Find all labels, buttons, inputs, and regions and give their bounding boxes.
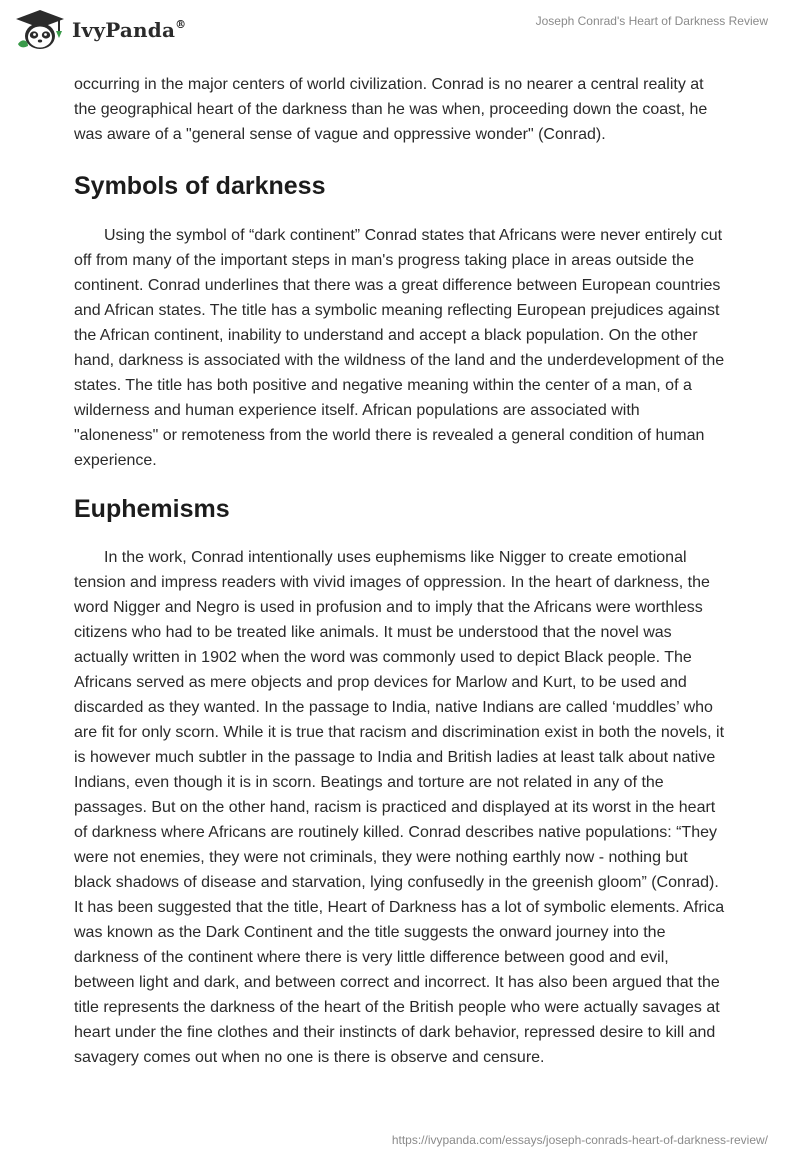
document-title: Joseph Conrad's Heart of Darkness Review [535, 14, 768, 28]
section-heading-euphemisms: Euphemisms [74, 495, 230, 523]
brand-logo[interactable] [14, 8, 186, 52]
article-body [74, 72, 728, 1070]
symbols-paragraph: Using the symbol of “dark continent” Conrad states that Africans were never entirely cut off from many of the important steps in man's progress taking place in areas outside the continent. Conrad underlines that there was a great difference between European countries and African states. The title has a symbolic meaning reflecting European prejudices against the African continent, inability to understand and accept a black population. On the other hand, darkness is associated with the wildness of the land and the underdevelopment of the states. The title has both positive and negative meaning within the center of a man, of a wilderness and human experience itself. African populations are associated with "aloneness" or remoteness from the world there is revealed a general condition of human experience. [74, 227, 725, 469]
panda-logo-icon [14, 8, 66, 52]
intro-paragraph: occurring in the major centers of world civilization. Conrad is no nearer a central reality at the geographical heart of the darkness than he was when, proceeding down the coast, he was aware of a "general sense of vague and oppressive wonder" (Conrad). [74, 76, 708, 143]
source-url[interactable]: https://ivypanda.com/essays/joseph-conrads-heart-of-darkness-review/ [391, 1133, 768, 1147]
section-heading-symbols: Symbols of darkness [74, 172, 326, 200]
page-header [0, 0, 800, 64]
euphemisms-paragraph: In the work, Conrad intentionally uses euphemisms like Nigger to create emotional tension and impress readers with vivid images of oppression. In the heart of darkness, the word Nigger and Negro is used in profusion and to imply that the Africans were worthless citizens who had to be treated like animals. It must be understood that the novel was actually written in 1902 when the word was commonly used to depict Black people. The Africans served as mere objects and prop devices for Marlow and Kurt, to be used and discarded as they wanted. In the passage to India, native Indians are called ‘muddles’ who are fit for only scorn. While it is true that racism and discrimination exist in both the novels, it is however much subtler in the passage to India and British ladies at least talk about native Indians, even though it is in scorn. Beatings and torture are not related in any of the passages. But on the other hand, racism is practiced and displayed at its worst in the heart of darkness where Africans are routinely killed. Conrad describes native populations: “They were not enemies, they were not criminals, they were nothing earthly now - nothing but black shadows of disease and starvation, lying confusedly in the greenish gloom” (Conrad). It has been suggested that the title, Heart of Darkness has a lot of symbolic elements. Africa was known as the Dark Continent and the title suggests the onward journey into the darkness of the continent where there is very little difference between good and evil, between light and dark, and between correct and incorrect. It has also been argued that the title represents the darkness of the heart of the British people who were actually savages at heart under the fine clothes and their instincts of dark behavior, repressed desire to kill and savagery comes out when no one is there is observe and censure. [74, 549, 725, 1066]
brand-name: IvyPanda® [72, 18, 187, 42]
